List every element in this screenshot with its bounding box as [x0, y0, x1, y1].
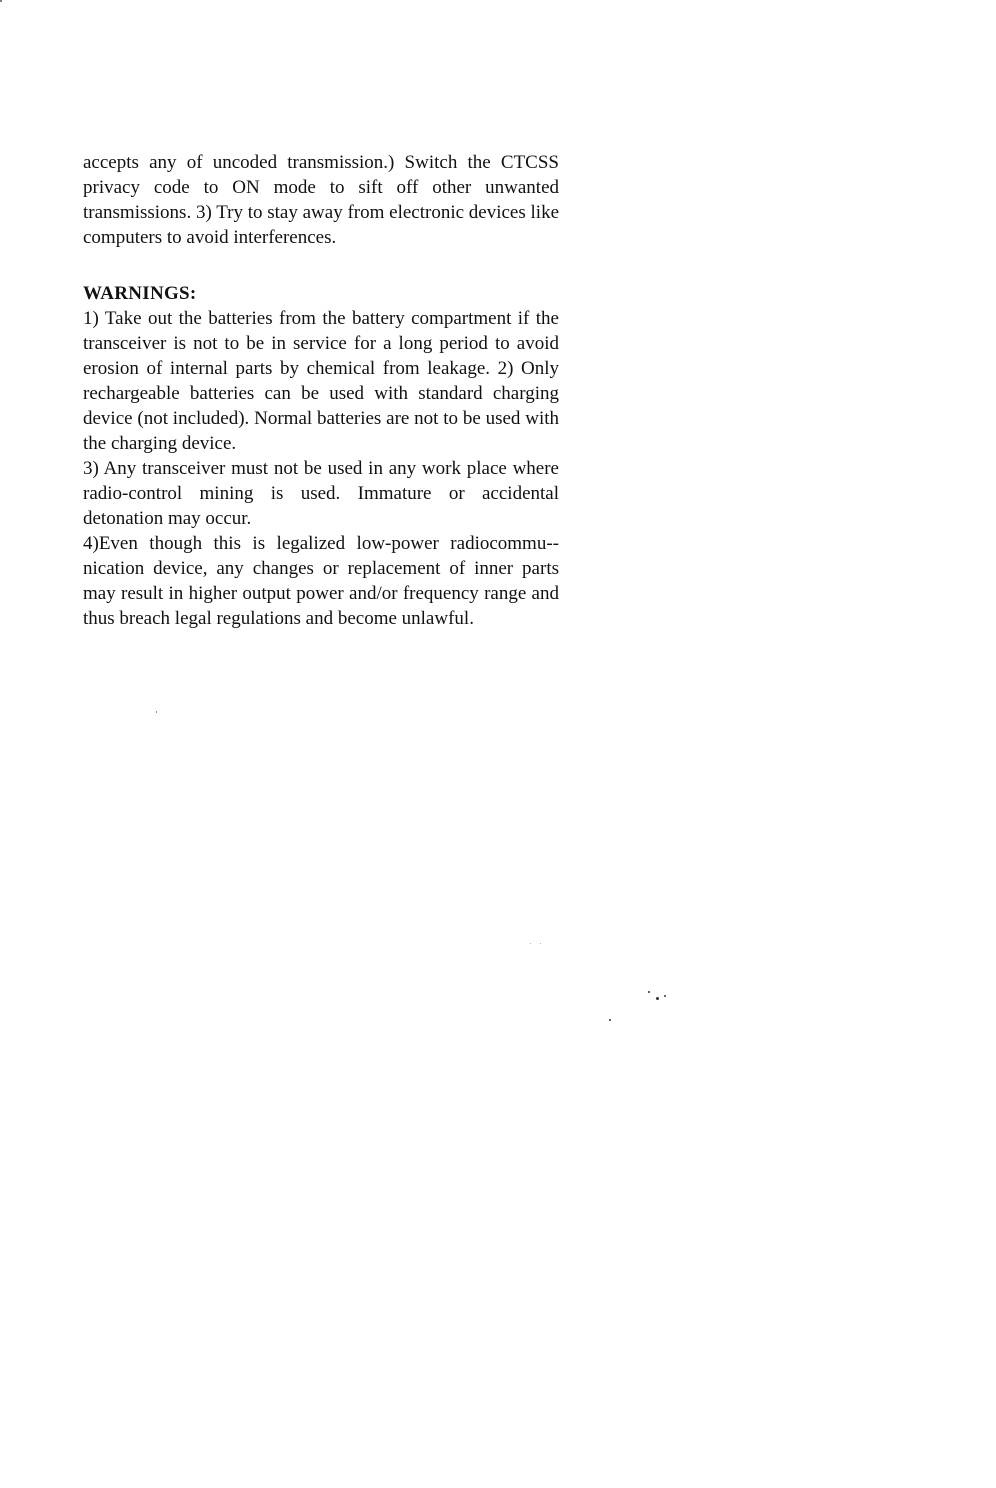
warning-paragraph-1: 1) Take out the batteries from the battery compartment if the transceiver is not to be in service for a long period to avoid erosion of internal parts by chemical from leakage. 2) Only rechargeable batteries can be used with standard charging device (not included). Normal batteries are not to be used with the charging device. [83, 308, 559, 454]
scan-speck [156, 711, 157, 713]
scan-speck [0, 0, 2, 2]
scan-speck [648, 991, 650, 993]
scan-speck [540, 943, 541, 944]
warning-paragraph-2: 3) Any transceiver must not be used in any work place where radio-control mining is used. Immature or accidental detonation may occur. [83, 458, 559, 529]
scan-speck [656, 997, 659, 1000]
intro-paragraph: accepts any of uncoded transmission.) Switch the CTCSS privacy code to ON mode to sift off other unwanted transmissions. 3) Try to stay away from electronic devices like computers to avoid interferences. [83, 152, 559, 248]
scan-speck [609, 1019, 611, 1021]
warning-paragraph-3: 4)Even though this is legalized low-power radiocommu--nication device, any changes or replacement of inner parts may result in higher output power and/or frequency range and thus breach legal regulations and become unlawful. [83, 533, 559, 629]
text-column [83, 150, 559, 631]
scan-speck [664, 995, 666, 997]
warnings-heading: WARNINGS: [83, 283, 197, 304]
scan-speck [530, 943, 531, 944]
